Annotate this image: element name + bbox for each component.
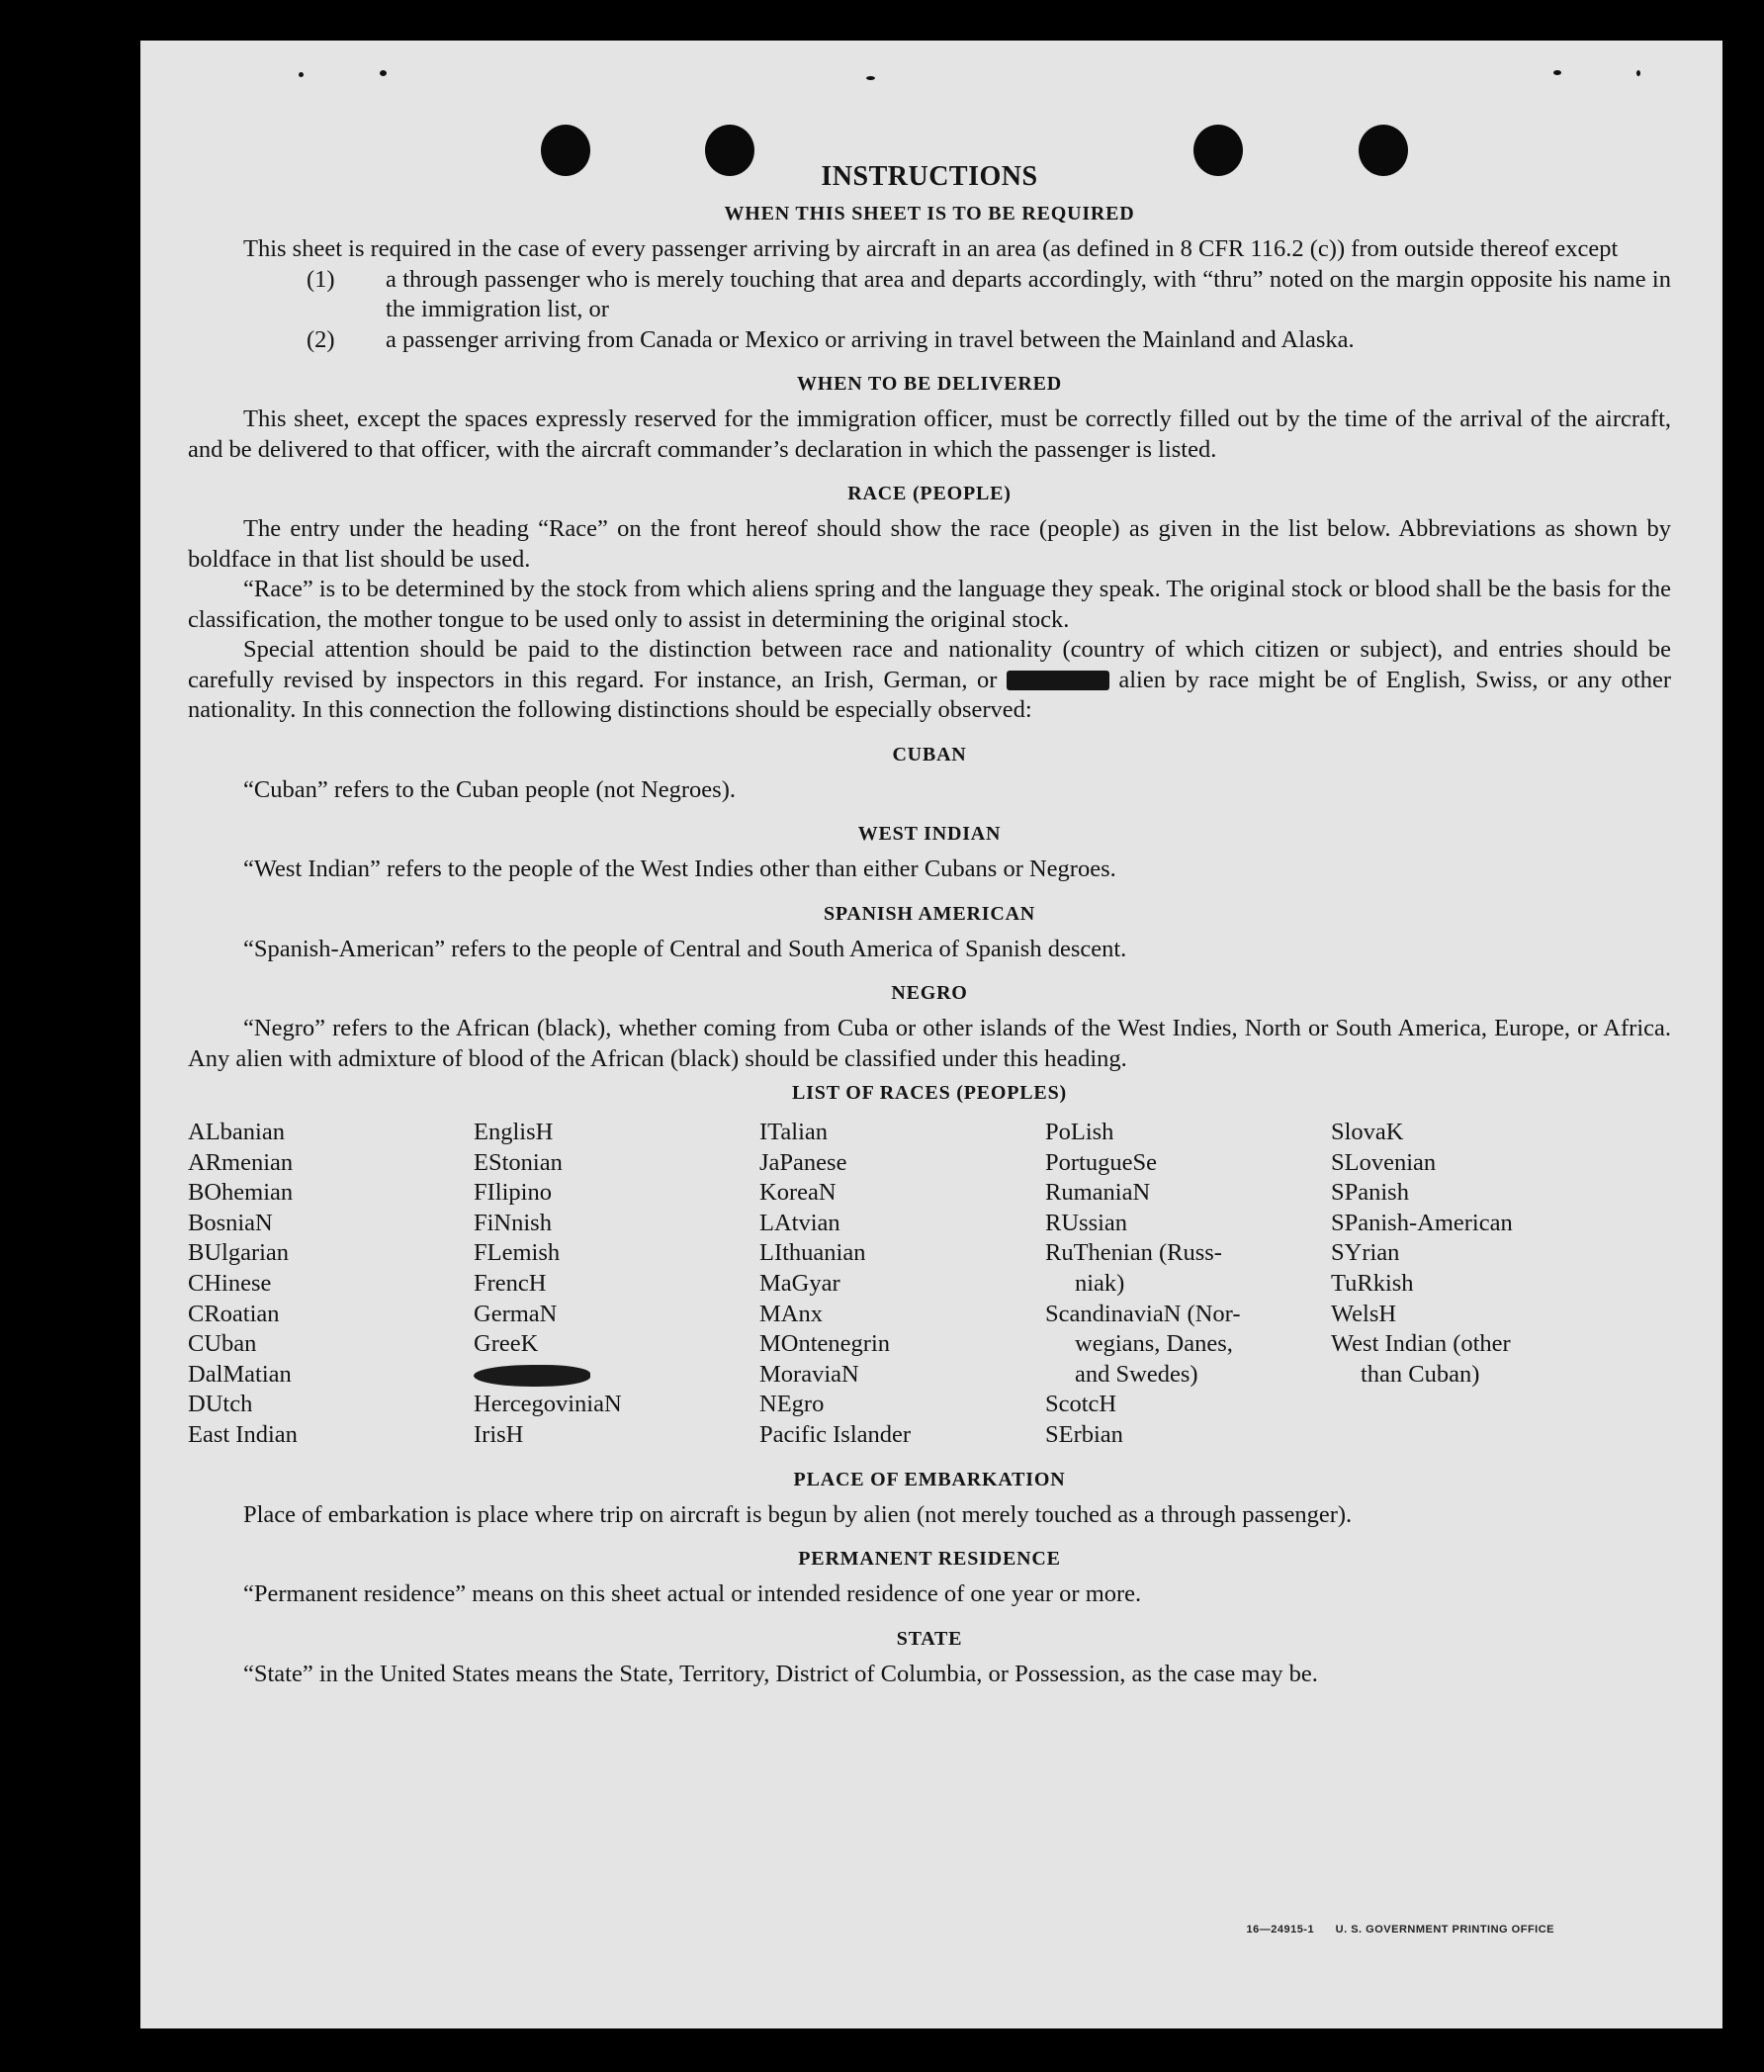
race-item: JaPanese [759, 1148, 847, 1176]
section-heading: WEST INDIAN [857, 823, 1002, 845]
race-item: IrisH [474, 1420, 524, 1448]
race-list [188, 1118, 1671, 1451]
race-item: EStonian [474, 1148, 563, 1176]
race-item: ARmenian [188, 1148, 294, 1176]
punch-hole [541, 125, 590, 176]
race-item: CUban [188, 1330, 257, 1358]
section-heading: RACE (PEOPLE) [847, 483, 1012, 504]
section-heading: LIST OF RACES (PEOPLES) [792, 1082, 1067, 1104]
redaction-mark [474, 1360, 759, 1391]
section-heading: SPANISH AMERICAN [823, 902, 1036, 925]
race-item-continuation: wegians, Danes, [1075, 1330, 1233, 1358]
race-item: RuThenian (Russ- [1045, 1239, 1222, 1267]
race-item: ScandinaviaN (Nor- [1045, 1300, 1241, 1327]
race-item: EnglisH [474, 1119, 554, 1145]
race-column [188, 1118, 474, 1451]
race-item: SPanish [1331, 1179, 1409, 1207]
race-item: LAtvian [759, 1209, 840, 1236]
race-item: WelsH [1331, 1300, 1397, 1327]
punch-hole [705, 125, 754, 176]
race-item: GreeK [474, 1330, 539, 1358]
paragraph [188, 635, 1671, 726]
race-item: RUssian [1045, 1209, 1128, 1236]
paragraph-text: Special attention should be paid to the distinction between race and nationality (country of which citizen or subject), and entries should be carefully revised by inspectors in this regard. For instance, an Irish, German, or [188, 636, 1671, 693]
section-heading: WHEN TO BE DELIVERED [796, 373, 1063, 395]
race-column [474, 1118, 759, 1451]
race-column [759, 1118, 1045, 1451]
race-item: SYrian [1331, 1239, 1400, 1267]
paragraph: “State” in the United States means the State, Territory, District of Columbia, or Possession, as the case may be. [243, 1660, 1318, 1687]
race-item: Pacific Islander [759, 1420, 912, 1448]
paragraph: Place of embarkation is place where trip on aircraft is begun by alien (not merely touched as a through passenger). [243, 1500, 1353, 1528]
race-item: MoraviaN [759, 1360, 859, 1388]
redaction-mark [1007, 671, 1109, 690]
paragraph: “Permanent residence” means on this sheet actual or intended residence of one year or more. [243, 1580, 1142, 1608]
condition-number: (2) [307, 325, 335, 353]
race-item: LIthuanian [759, 1239, 866, 1267]
section-heading: PLACE OF EMBARKATION [793, 1468, 1066, 1490]
paragraph: This sheet, except the spaces expressly reserved for the immigration officer, must be correctly filled out by the time of the arrival of the aircraft, and be delivered to that officer, with the aircraft commander’s declaration in which the passenger is listed. [188, 405, 1671, 463]
race-item: ScotcH [1045, 1391, 1117, 1418]
race-item: MOntenegrin [759, 1330, 890, 1358]
race-item: FIlipino [474, 1179, 552, 1207]
document-page [140, 41, 1722, 2028]
section-heading: STATE [896, 1627, 963, 1650]
race-item: SPanish-American [1331, 1209, 1513, 1236]
condition-item [307, 325, 1671, 356]
race-item: CRoatian [188, 1300, 280, 1327]
paragraph: “West Indian” refers to the people of the West Indies other than either Cubans or Negroes. [243, 856, 1116, 882]
race-item: GermaN [474, 1300, 558, 1327]
race-item-continuation: and Swedes) [1075, 1360, 1198, 1388]
printer-imprint: U. S. GOVERNMENT PRINTING OFFICE [1335, 1924, 1554, 1936]
section-heading: NEGRO [891, 982, 968, 1004]
race-item: SLovenian [1331, 1148, 1437, 1176]
race-item: DUtch [188, 1391, 253, 1418]
race-item: DalMatian [188, 1360, 292, 1388]
race-column [1331, 1118, 1617, 1451]
paragraph: This sheet is required in the case of every passenger arriving by aircraft in an area (as defined in 8 CFR 116.2 (c)) from outside thereof except [243, 235, 1619, 262]
race-item: TuRkish [1331, 1269, 1414, 1297]
paragraph: The entry under the heading “Race” on the front hereof should show the race (people) as given in the list below. Abbreviations as shown by boldface in that list should be used. [188, 515, 1671, 573]
race-item: FiNnish [474, 1209, 552, 1236]
paragraph: “Negro” refers to the African (black), whether coming from Cuba or other islands of the West Indies, North or South America, Europe, or Africa. Any alien with admixture of blood of the African (black) should be classified under this heading. [188, 1015, 1671, 1072]
page-title: INSTRUCTIONS [821, 161, 1038, 192]
condition-number: (1) [307, 265, 335, 293]
speck [866, 76, 875, 80]
race-item: BOhemian [188, 1179, 294, 1207]
condition-item [307, 265, 1671, 325]
section-heading: PERMANENT RESIDENCE [798, 1548, 1061, 1571]
race-item: NEgro [759, 1391, 825, 1418]
condition-text: a through passenger who is merely touching that area and departs accordingly, with “thru” noted on the margin opposite his name in the immigration list, or [386, 265, 1671, 322]
race-item: HercegoviniaN [474, 1391, 622, 1418]
paragraph: “Spanish-American” refers to the people of Central and South America of Spanish descent. [243, 935, 1127, 962]
condition-text: a passenger arriving from Canada or Mexico or arriving in travel between the Mainland and Alaska. [386, 325, 1355, 353]
race-item: West Indian (other [1331, 1330, 1511, 1358]
race-item: KoreaN [759, 1179, 837, 1207]
ink-blot [474, 1365, 590, 1387]
punch-hole [1359, 125, 1408, 176]
race-item: MaGyar [759, 1269, 840, 1297]
speck [299, 72, 304, 77]
race-item: CHinese [188, 1269, 272, 1297]
race-item: ITalian [759, 1119, 829, 1145]
race-item: BUlgarian [188, 1239, 290, 1267]
speck [1553, 70, 1561, 75]
race-item: PoLish [1045, 1119, 1114, 1145]
race-item: ALbanian [188, 1119, 285, 1145]
race-item: BosniaN [188, 1209, 273, 1236]
race-column [1045, 1118, 1331, 1451]
race-item: East Indian [188, 1420, 298, 1448]
race-item-continuation: niak) [1075, 1269, 1125, 1297]
paragraph: “Cuban” refers to the Cuban people (not Negroes). [243, 775, 736, 803]
race-item: SErbian [1045, 1420, 1123, 1448]
paragraph-text: alien by race might be of English, Swiss, or any other nationality. In this connection the following distinctions should be especially observed: [188, 666, 1671, 723]
form-number: 16—24915-1 [1246, 1924, 1315, 1936]
race-item: RumaniaN [1045, 1179, 1151, 1207]
race-item: FrencH [474, 1269, 547, 1297]
section-heading: WHEN THIS SHEET IS TO BE REQUIRED [724, 203, 1135, 225]
form-footer [1228, 1924, 1554, 1936]
section-heading: CUBAN [892, 743, 967, 766]
speck [380, 70, 387, 76]
race-item: PortugueSe [1045, 1148, 1157, 1176]
punch-hole [1193, 125, 1243, 176]
race-item-continuation: than Cuban) [1361, 1360, 1480, 1388]
paragraph: “Race” is to be determined by the stock from which aliens spring and the language they speak. The original stock or blood shall be the basis for the classification, the mother tongue to be used only to assist in determining the original stock. [188, 576, 1671, 633]
race-item: FLemish [474, 1239, 561, 1267]
speck [1636, 70, 1640, 76]
race-item: MAnx [759, 1300, 823, 1327]
race-item: SlovaK [1331, 1119, 1404, 1145]
